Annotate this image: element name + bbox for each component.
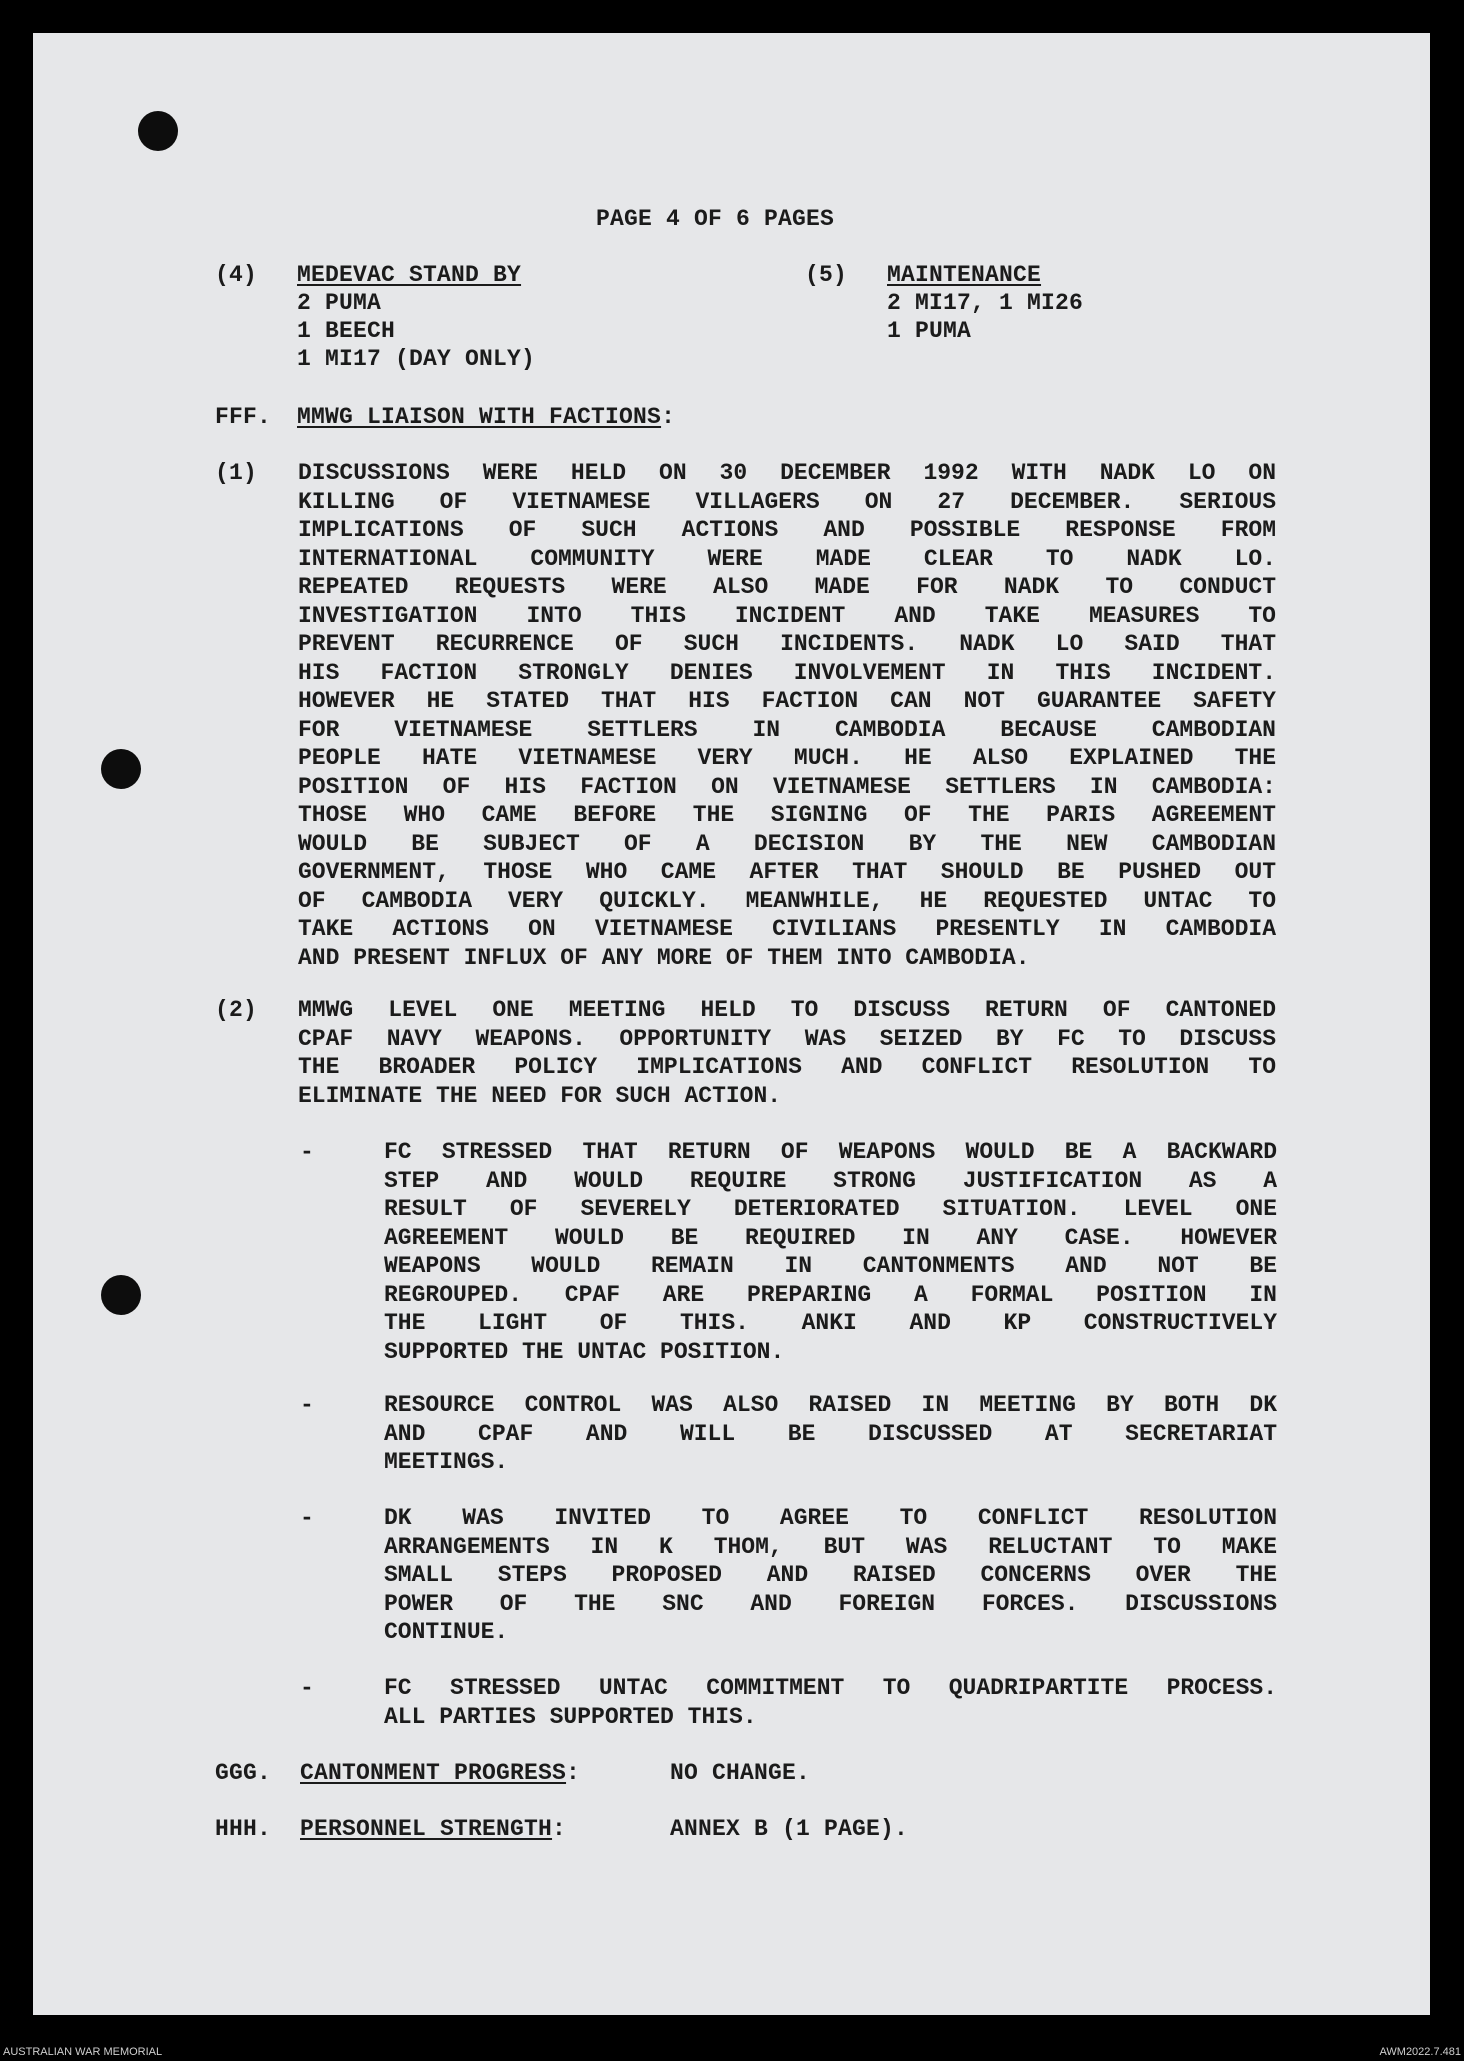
para-2-line: CPAF NAVY WEAPONS. OPPORTUNITY WAS SEIZED BY FC TO DISCUSS xyxy=(298,1025,1276,1052)
para-2-line: MMWG LEVEL ONE MEETING HELD TO DISCUSS RETURN OF CANTONED xyxy=(298,997,1276,1023)
para-1-line: THOSE WHO CAME BEFORE THE SIGNING OF THE PARIS AGREEMENT xyxy=(298,802,1276,828)
punch-hole xyxy=(101,749,141,789)
bullet-4-text xyxy=(384,1674,1277,1731)
ggg-label: GGG. xyxy=(215,1760,272,1786)
section-5-heading: MAINTENANCE xyxy=(887,262,1042,288)
bullet-2-line: AND CPAF AND WILL BE DISCUSSED AT SECRETARIAT xyxy=(384,1420,1277,1447)
para-2-number: (2) xyxy=(215,997,258,1023)
para-1-line: HOWEVER HE STATED THAT HIS FACTION CAN NOT GUARANTEE SAFETY xyxy=(298,688,1276,714)
bullet-dash: - xyxy=(300,1392,315,1418)
para-1-line: INTERNATIONAL COMMUNITY WERE MADE CLEAR TO NADK LO. xyxy=(298,545,1276,572)
bullet-4-line: ALL PARTIES SUPPORTED THIS. xyxy=(384,1703,757,1730)
bullet-2-line: RESOURCE CONTROL WAS ALSO RAISED IN MEETING BY BOTH DK xyxy=(384,1392,1277,1418)
para-2-line: ELIMINATE THE NEED FOR SUCH ACTION. xyxy=(298,1082,782,1109)
section-4-item: 1 MI17 (DAY ONLY) xyxy=(297,346,536,372)
bullet-3-line: POWER OF THE SNC AND FOREIGN FORCES. DISCUSSIONS xyxy=(384,1590,1277,1617)
section-4-item: 1 BEECH xyxy=(297,318,396,344)
bullet-1-line: AGREEMENT WOULD BE REQUIRED IN ANY CASE. HOWEVER xyxy=(384,1224,1277,1251)
bullet-2-text xyxy=(384,1391,1277,1477)
para-1-line: AND PRESENT INFLUX OF ANY MORE OF THEM INTO CAMBODIA. xyxy=(298,944,1030,971)
para-1-line: PREVENT RECURRENCE OF SUCH INCIDENTS. NADK LO SAID THAT xyxy=(298,631,1276,657)
para-1-line: WOULD BE SUBJECT OF A DECISION BY THE NEW CAMBODIAN xyxy=(298,830,1276,857)
bullet-dash: - xyxy=(300,1505,315,1531)
page-number-header: PAGE 4 OF 6 PAGES xyxy=(596,206,835,232)
fff-colon: : xyxy=(661,404,676,430)
para-1-number: (1) xyxy=(215,460,258,486)
bullet-dash: - xyxy=(300,1675,315,1701)
ggg-colon: : xyxy=(566,1760,581,1786)
hhh-label: HHH. xyxy=(215,1816,272,1842)
bullet-1-line: FC STRESSED THAT RETURN OF WEAPONS WOULD BE A BACKWARD xyxy=(384,1139,1277,1165)
section-4-number: (4) xyxy=(215,262,258,288)
section-4-item: 2 PUMA xyxy=(297,290,382,316)
para-1-line: OF CAMBODIA VERY QUICKLY. MEANWHILE, HE REQUESTED UNTAC TO xyxy=(298,887,1276,914)
para-1-line: TAKE ACTIONS ON VIETNAMESE CIVILIANS PRESENTLY IN CAMBODIA xyxy=(298,916,1276,942)
bullet-2-line: MEETINGS. xyxy=(384,1449,509,1475)
bullet-3-line: CONTINUE. xyxy=(384,1619,509,1645)
bullet-1-line: STEP AND WOULD REQUIRE STRONG JUSTIFICATION AS A xyxy=(384,1167,1277,1194)
hhh-colon: : xyxy=(552,1816,567,1842)
bullet-dash: - xyxy=(300,1139,315,1165)
bullet-1-text xyxy=(384,1138,1277,1366)
section-5-item: 2 MI17, 1 MI26 xyxy=(887,290,1084,316)
para-1-text xyxy=(298,459,1276,972)
para-1-line: REPEATED REQUESTS WERE ALSO MADE FOR NADK TO CONDUCT xyxy=(298,574,1276,600)
ggg-heading: CANTONMENT PROGRESS xyxy=(300,1760,567,1786)
bullet-1-line: REGROUPED. CPAF ARE PREPARING A FORMAL POSITION IN xyxy=(384,1281,1277,1308)
bullet-1-line: SUPPORTED THE UNTAC POSITION. xyxy=(384,1338,785,1365)
section-5-number: (5) xyxy=(805,262,848,288)
hhh-heading: PERSONNEL STRENGTH xyxy=(300,1816,553,1842)
para-1-line: GOVERNMENT, THOSE WHO CAME AFTER THAT SHOULD BE PUSHED OUT xyxy=(298,859,1276,885)
fff-heading: MMWG LIAISON WITH FACTIONS xyxy=(297,404,662,430)
para-1-line: DISCUSSIONS WERE HELD ON 30 DECEMBER 1992 WITH NADK LO ON xyxy=(298,460,1276,486)
punch-hole xyxy=(138,111,178,151)
para-1-line: POSITION OF HIS FACTION ON VIETNAMESE SETTLERS IN CAMBODIA: xyxy=(298,773,1276,800)
punch-hole xyxy=(101,1275,141,1315)
bullet-3-line: ARRANGEMENTS IN K THOM, BUT WAS RELUCTANT TO MAKE xyxy=(384,1533,1277,1560)
para-1-line: IMPLICATIONS OF SUCH ACTIONS AND POSSIBLE RESPONSE FROM xyxy=(298,517,1276,543)
footer-credit: AUSTRALIAN WAR MEMORIAL xyxy=(3,2046,163,2058)
bullet-3-line: SMALL STEPS PROPOSED AND RAISED CONCERNS OVER THE xyxy=(384,1562,1277,1588)
para-1-line: INVESTIGATION INTO THIS INCIDENT AND TAKE MEASURES TO xyxy=(298,602,1276,629)
para-1-line: FOR VIETNAMESE SETTLERS IN CAMBODIA BECAUSE CAMBODIAN xyxy=(298,716,1276,743)
bullet-3-text xyxy=(384,1504,1277,1647)
section-5-item: 1 PUMA xyxy=(887,318,972,344)
fff-heading-group xyxy=(297,403,675,432)
hhh-value: ANNEX B (1 PAGE). xyxy=(670,1816,909,1842)
bullet-4-line: FC STRESSED UNTAC COMMITMENT TO QUADRIPARTITE PROCESS. xyxy=(384,1675,1277,1701)
para-2-line: THE BROADER POLICY IMPLICATIONS AND CONFLICT RESOLUTION TO xyxy=(298,1054,1276,1080)
para-1-line: HIS FACTION STRONGLY DENIES INVOLVEMENT IN THIS INCIDENT. xyxy=(298,659,1276,686)
ggg-heading-group xyxy=(300,1759,580,1788)
bullet-1-line: WEAPONS WOULD REMAIN IN CANTONMENTS AND NOT BE xyxy=(384,1253,1277,1279)
para-2-text xyxy=(298,996,1276,1110)
fff-label: FFF. xyxy=(215,404,272,430)
para-1-line: KILLING OF VIETNAMESE VILLAGERS ON 27 DECEMBER. SERIOUS xyxy=(298,488,1276,515)
ggg-value: NO CHANGE. xyxy=(670,1760,811,1786)
hhh-heading-group xyxy=(300,1815,566,1844)
bullet-1-line: RESULT OF SEVERELY DETERIORATED SITUATION. LEVEL ONE xyxy=(384,1196,1277,1222)
footer-reference: AWM2022.7.481 xyxy=(1379,2046,1461,2058)
bullet-1-line: THE LIGHT OF THIS. ANKI AND KP CONSTRUCTIVELY xyxy=(384,1310,1277,1336)
para-1-line: PEOPLE HATE VIETNAMESE VERY MUCH. HE ALSO EXPLAINED THE xyxy=(298,745,1276,771)
bullet-3-line: DK WAS INVITED TO AGREE TO CONFLICT RESOLUTION xyxy=(384,1505,1277,1531)
section-4-heading: MEDEVAC STAND BY xyxy=(297,262,522,288)
